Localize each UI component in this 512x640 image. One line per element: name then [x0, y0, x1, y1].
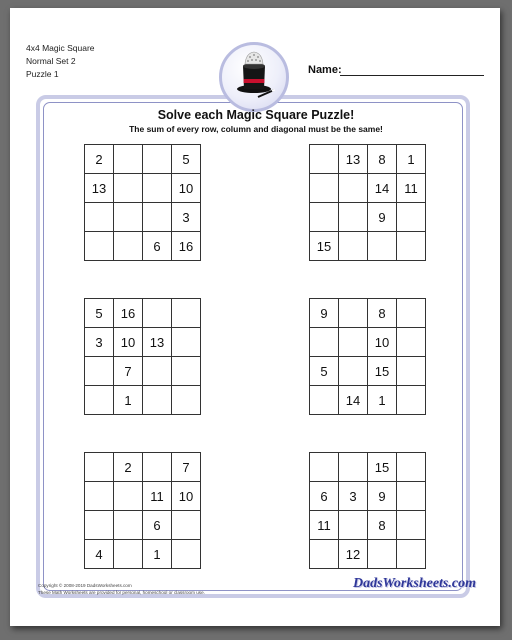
- blank-cell[interactable]: [114, 482, 143, 511]
- given-number-cell: 11: [397, 174, 426, 203]
- blank-cell[interactable]: [310, 328, 339, 357]
- blank-cell[interactable]: [397, 482, 426, 511]
- given-number-cell: 10: [172, 174, 201, 203]
- grid-row: [85, 203, 201, 232]
- worksheet-puzzle-number: Puzzle 1: [26, 69, 59, 79]
- blank-cell[interactable]: [397, 453, 426, 482]
- name-label: Name:: [308, 64, 342, 76]
- name-field-line[interactable]: [340, 75, 484, 76]
- given-number-cell: 11: [143, 482, 172, 511]
- blank-cell[interactable]: [143, 453, 172, 482]
- blank-cell[interactable]: [310, 145, 339, 174]
- given-number-cell: 3: [85, 328, 114, 357]
- blank-cell[interactable]: [143, 145, 172, 174]
- given-number-cell: 10: [368, 328, 397, 357]
- blank-cell[interactable]: [143, 386, 172, 415]
- magic-square-5: [84, 452, 201, 569]
- grid-row: [310, 540, 426, 569]
- given-number-cell: 1: [368, 386, 397, 415]
- blank-cell[interactable]: [368, 232, 397, 261]
- grid-row: [85, 540, 201, 569]
- grid-row: [85, 328, 201, 357]
- blank-cell[interactable]: [85, 357, 114, 386]
- magic-square-6: [309, 452, 426, 569]
- grid-row: [310, 482, 426, 511]
- given-number-cell: 8: [368, 511, 397, 540]
- given-number-cell: 3: [339, 482, 368, 511]
- blank-cell[interactable]: [143, 299, 172, 328]
- blank-cell[interactable]: [85, 203, 114, 232]
- blank-cell[interactable]: [339, 328, 368, 357]
- given-number-cell: 9: [368, 482, 397, 511]
- blank-cell[interactable]: [397, 328, 426, 357]
- given-number-cell: 14: [339, 386, 368, 415]
- given-number-cell: 5: [172, 145, 201, 174]
- given-number-cell: 6: [143, 511, 172, 540]
- given-number-cell: 15: [368, 453, 397, 482]
- blank-cell[interactable]: [397, 357, 426, 386]
- given-number-cell: 14: [368, 174, 397, 203]
- blank-cell[interactable]: [172, 299, 201, 328]
- given-number-cell: 2: [114, 453, 143, 482]
- blank-cell[interactable]: [114, 203, 143, 232]
- grid-row: [310, 511, 426, 540]
- given-number-cell: 13: [85, 174, 114, 203]
- blank-cell[interactable]: [85, 386, 114, 415]
- blank-cell[interactable]: [310, 540, 339, 569]
- blank-cell[interactable]: [114, 145, 143, 174]
- blank-cell[interactable]: [172, 540, 201, 569]
- given-number-cell: 8: [368, 145, 397, 174]
- grid-row: [85, 357, 201, 386]
- blank-cell[interactable]: [397, 511, 426, 540]
- magic-square-4: [309, 298, 426, 415]
- given-number-cell: 7: [114, 357, 143, 386]
- given-number-cell: 6: [310, 482, 339, 511]
- blank-cell[interactable]: [85, 482, 114, 511]
- grid-row: [310, 453, 426, 482]
- blank-cell[interactable]: [114, 232, 143, 261]
- given-number-cell: 1: [397, 145, 426, 174]
- grid-row: [85, 145, 201, 174]
- blank-cell[interactable]: [310, 453, 339, 482]
- blank-cell[interactable]: [310, 174, 339, 203]
- grid-row: [85, 299, 201, 328]
- blank-cell[interactable]: [397, 299, 426, 328]
- given-number-cell: 9: [368, 203, 397, 232]
- given-number-cell: 1: [114, 386, 143, 415]
- blank-cell[interactable]: [339, 232, 368, 261]
- given-number-cell: 1: [143, 540, 172, 569]
- given-number-cell: 10: [172, 482, 201, 511]
- magic-hat-logo: [219, 42, 289, 112]
- blank-cell[interactable]: [339, 357, 368, 386]
- blank-cell[interactable]: [85, 453, 114, 482]
- grid-row: [310, 203, 426, 232]
- blank-cell[interactable]: [172, 328, 201, 357]
- given-number-cell: 9: [310, 299, 339, 328]
- worksheet-info: [26, 42, 95, 81]
- worksheet-title: 4x4 Magic Square: [26, 43, 95, 53]
- magic-square-2: [309, 144, 426, 261]
- grid-row: [85, 453, 201, 482]
- given-number-cell: 15: [368, 357, 397, 386]
- given-number-cell: 6: [143, 232, 172, 261]
- blank-cell[interactable]: [368, 540, 397, 569]
- blank-cell[interactable]: [397, 540, 426, 569]
- footer-text: [38, 582, 205, 596]
- blank-cell[interactable]: [143, 203, 172, 232]
- given-number-cell: 3: [172, 203, 201, 232]
- blank-cell[interactable]: [85, 232, 114, 261]
- blank-cell[interactable]: [172, 386, 201, 415]
- magic-hat-icon: [222, 45, 286, 109]
- blank-cell[interactable]: [143, 357, 172, 386]
- grid-row: [85, 232, 201, 261]
- blank-cell[interactable]: [172, 511, 201, 540]
- grid-row: [85, 482, 201, 511]
- blank-cell[interactable]: [339, 299, 368, 328]
- given-number-cell: 12: [339, 540, 368, 569]
- blank-cell[interactable]: [339, 203, 368, 232]
- blank-cell[interactable]: [310, 203, 339, 232]
- blank-cell[interactable]: [397, 203, 426, 232]
- blank-cell[interactable]: [114, 174, 143, 203]
- grid-row: [85, 511, 201, 540]
- instructions-heading: Solve each Magic Square Puzzle!: [157, 108, 355, 122]
- copyright-notice: Copyright © 2008-2019 DadsWorksheets.com: [38, 583, 132, 588]
- blank-cell[interactable]: [339, 453, 368, 482]
- blank-cell[interactable]: [397, 232, 426, 261]
- given-number-cell: 11: [310, 511, 339, 540]
- blank-cell[interactable]: [114, 540, 143, 569]
- worksheet-set: Normal Set 2: [26, 56, 76, 66]
- grid-row: [85, 386, 201, 415]
- blank-cell[interactable]: [339, 511, 368, 540]
- magic-square-1: [84, 144, 201, 261]
- given-number-cell: 7: [172, 453, 201, 482]
- grid-row: [310, 386, 426, 415]
- magic-square-3: [84, 298, 201, 415]
- given-number-cell: 13: [143, 328, 172, 357]
- blank-cell[interactable]: [143, 174, 172, 203]
- blank-cell[interactable]: [114, 511, 143, 540]
- grid-row: [310, 232, 426, 261]
- blank-cell[interactable]: [85, 511, 114, 540]
- given-number-cell: 8: [368, 299, 397, 328]
- grid-row: [310, 174, 426, 203]
- given-number-cell: 13: [339, 145, 368, 174]
- usage-note: These Math Worksheets are provided for personal, homeschool or classroom use.: [38, 590, 205, 595]
- given-number-cell: 16: [172, 232, 201, 261]
- blank-cell[interactable]: [310, 386, 339, 415]
- brand-logo: DadsWorksheets.com: [352, 576, 476, 591]
- given-number-cell: 16: [114, 299, 143, 328]
- instructions-subheading: The sum of every row, column and diagonal must be the same!: [129, 124, 383, 134]
- blank-cell[interactable]: [339, 174, 368, 203]
- given-number-cell: 15: [310, 232, 339, 261]
- given-number-cell: 2: [85, 145, 114, 174]
- blank-cell[interactable]: [172, 357, 201, 386]
- grid-row: [310, 299, 426, 328]
- given-number-cell: 4: [85, 540, 114, 569]
- grid-row: [310, 145, 426, 174]
- given-number-cell: 10: [114, 328, 143, 357]
- given-number-cell: 5: [310, 357, 339, 386]
- given-number-cell: 5: [85, 299, 114, 328]
- grid-row: [310, 357, 426, 386]
- blank-cell[interactable]: [397, 386, 426, 415]
- grid-row: [310, 328, 426, 357]
- grid-row: [85, 174, 201, 203]
